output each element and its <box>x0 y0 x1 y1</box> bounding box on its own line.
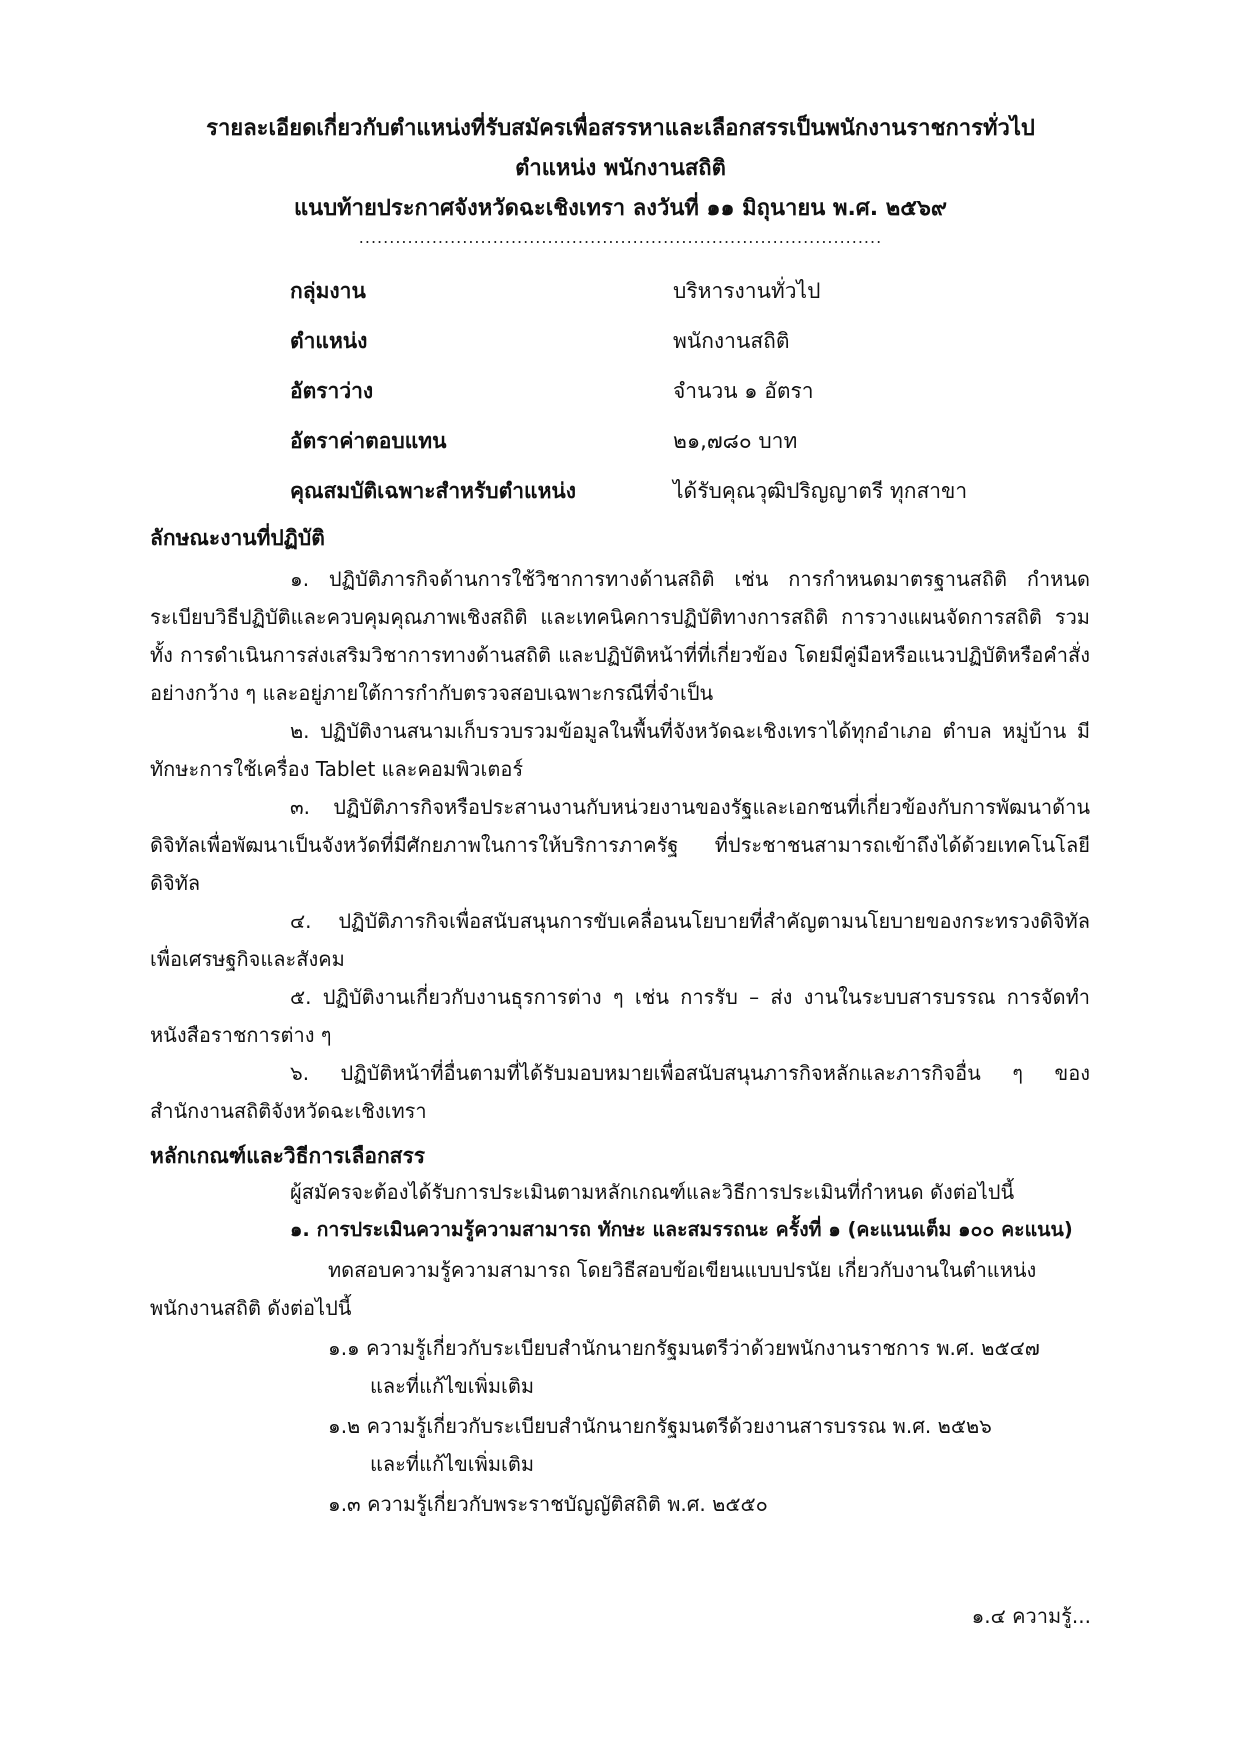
info-label-salary: อัตราค่าตอบแทน <box>290 429 447 453</box>
document-title: รายละเอียดเกี่ยวกับตำแหน่งที่รับสมัครเพื่อสรรหาและเลือกสรรเป็นพนักงานราชการทั่วไป <box>206 116 1035 141</box>
duty-item <box>150 560 1090 712</box>
page-continuation: ๑.๔ ความรู้... <box>971 1604 1091 1628</box>
duty-text: ๒. ปฏิบัติงานสนามเก็บรวบรวมข้อมูลในพื้นที่จังหวัดฉะเชิงเทราได้ทุกอำเภอ ตำบล หมู่บ้าน มีทักษะการใช้เครื่อง Tablet และคอมพิวเตอร์ <box>150 719 1090 781</box>
info-label-position: ตำแหน่ง <box>290 329 368 353</box>
duty-text: ๓. ปฏิบัติภารกิจหรือประสานงานกับหน่วยงานของรัฐและเอกชนที่เกี่ยวข้องกับการพัฒนาด้านดิจิทัลเพื่อพัฒนาเป็นจังหวัดที่มีศักยภาพในการให้บริการภาครัฐ ที่ประชาชนสามารถเข้าถึงได้ด้วยเทคโนโลยีดิจิทัล <box>150 795 1090 895</box>
criteria-item-1-1-continued: และที่แก้ไขเพิ่มเติม <box>370 1374 535 1398</box>
title-separator: ...................................................................................... <box>358 228 883 247</box>
info-value-qualification: ได้รับคุณวุฒิปริญญาตรี ทุกสาขา <box>673 479 968 503</box>
duty-text: ๔. ปฏิบัติภารกิจเพื่อสนับสนุนการขับเคลื่อนนโยบายที่สำคัญตามนโยบายของกระทรวงดิจิทัลเพื่อเศรษฐกิจและสังคม <box>150 909 1090 971</box>
position-title: ตำแหน่ง พนักงานสถิติ <box>515 156 726 181</box>
criteria-item-1-2: ๑.๒ ความรู้เกี่ยวกับระเบียบสำนักนายกรัฐมนตรีด้วยงานสารบรรณ พ.ศ. ๒๕๒๖ <box>328 1414 992 1438</box>
criteria-heading: หลักเกณฑ์และวิธีการเลือกสรร <box>150 1144 426 1168</box>
duty-item <box>150 712 1090 788</box>
info-value-vacancy: จำนวน ๑ อัตรา <box>673 379 814 403</box>
duty-item <box>150 978 1090 1054</box>
duty-item <box>150 1054 1090 1130</box>
criteria-item-1-1: ๑.๑ ความรู้เกี่ยวกับระเบียบสำนักนายกรัฐมนตรีว่าด้วยพนักงานราชการ พ.ศ. ๒๕๔๗ <box>328 1336 1040 1360</box>
info-label-vacancy: อัตราว่าง <box>290 379 374 403</box>
duty-text: ๑. ปฏิบัติภารกิจด้านการใช้วิชาการทางด้านสถิติ เช่น การกำหนดมาตรฐานสถิติ กำหนดระเบียบวิธีปฏิบัติและควบคุมคุณภาพเชิงสถิติ และเทคนิคการปฏิบัติทางการสถิติ การวางแผนจัดการสถิติ รวมทั้ง การดำเนินการส่งเสริมวิชาการทางด้านสถิติ และปฏิบัติหน้าที่ที่เกี่ยวข้อง โดยมีคู่มือหรือแนวปฏิบัติหรือคำสั่งอย่างกว้าง ๆ และอยู่ภายใต้การกำกับตรวจสอบเฉพาะกรณีที่จำเป็น <box>150 567 1090 705</box>
criteria-item-1-2-continued: และที่แก้ไขเพิ่มเติม <box>370 1452 535 1476</box>
criteria-description-line2: พนักงานสถิติ ดังต่อไปนี้ <box>150 1296 352 1320</box>
info-value-position: พนักงานสถิติ <box>673 329 790 353</box>
info-label-qualification: คุณสมบัติเฉพาะสำหรับตำแหน่ง <box>290 479 577 503</box>
criteria-intro: ผู้สมัครจะต้องได้รับการประเมินตามหลักเกณฑ์และวิธีการประเมินที่กำหนด ดังต่อไปนี้ <box>290 1180 1015 1204</box>
duty-item <box>150 902 1090 978</box>
criteria-item-1-3: ๑.๓ ความรู้เกี่ยวกับพระราชบัญญัติสถิติ พ.ศ. ๒๕๕๐ <box>328 1492 768 1516</box>
criteria-subheading: ๑. การประเมินความรู้ความสามารถ ทักษะ และสมรรถนะ ครั้งที่ ๑ (คะแนนเต็ม ๑๐๐ คะแนน) <box>290 1218 1073 1241</box>
announcement-reference: แนบท้ายประกาศจังหวัดฉะเชิงเทรา ลงวันที่ ๑๑ มิถุนายน พ.ศ. ๒๕๖๙ <box>293 196 948 221</box>
info-value-group: บริหารงานทั่วไป <box>673 279 821 303</box>
duty-text: ๕. ปฏิบัติงานเกี่ยวกับงานธุรการต่าง ๆ เช่น การรับ – ส่ง งานในระบบสารบรรณ การจัดทำหนังสือราชการต่าง ๆ <box>150 985 1090 1047</box>
duties-heading: ลักษณะงานที่ปฏิบัติ <box>150 526 325 550</box>
info-label-group: กลุ่มงาน <box>290 279 366 303</box>
criteria-description-line1: ทดสอบความรู้ความสามารถ โดยวิธีสอบข้อเขียนแบบปรนัย เกี่ยวกับงานในตำแหน่ง <box>328 1258 1037 1282</box>
duty-text: ๖. ปฏิบัติหน้าที่อื่นตามที่ได้รับมอบหมายเพื่อสนับสนุนภารกิจหลักและภารกิจอื่น ๆ ของสำนักงานสถิติจังหวัดฉะเชิงเทรา <box>150 1061 1090 1123</box>
info-value-salary: ๒๑,๗๘๐ บาท <box>673 429 798 453</box>
duty-item <box>150 788 1090 902</box>
